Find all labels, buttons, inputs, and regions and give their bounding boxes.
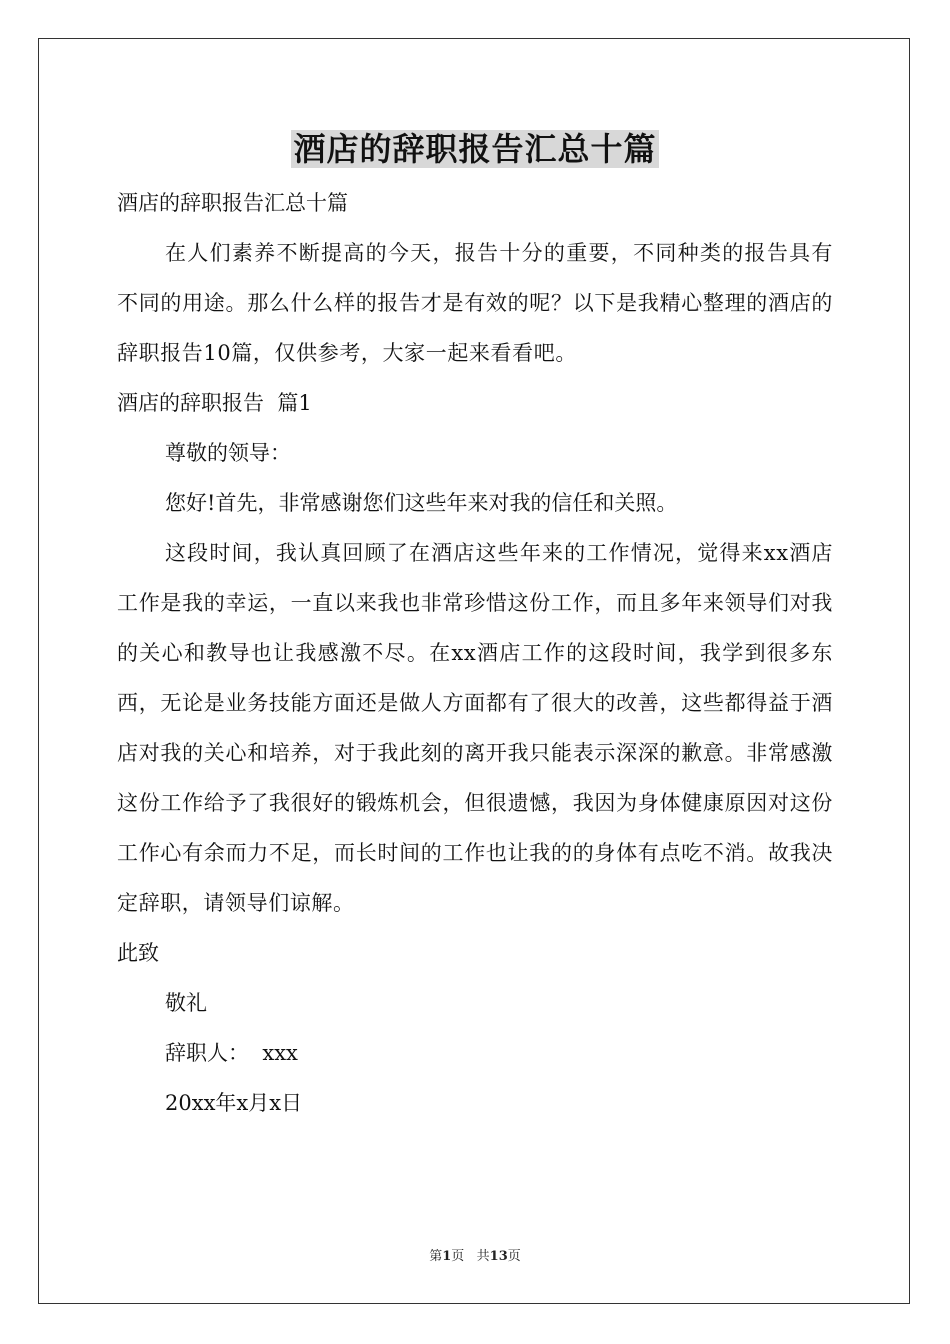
closing: 此致 — [117, 941, 159, 965]
greeting-paragraph: 您好!首先，非常感谢您们这些年来对我的信任和关照。 — [165, 491, 678, 515]
body-paragraph: 这段时间，我认真回顾了在酒店这些年来的工作情况，觉得来xx酒店工作是我的幸运，一直以来我也非常珍惜这份工作，而且多年来领导们对我的关心和教导也让我感激不尽。在xx酒店工作的这段时间，我学到很多东西，无论是业务技能方面还是做人方面都有了很大的改善，这些都得益于酒店对我的关心和培养，对于我此刻的离开我只能表示深深的歉意。非常感激这份工作给予了我很好的锻炼机会，但很遗憾，我因为身体健康原因对这份工作心有余而力不足，而长时间的工作也让我的的身体有点吃不消。故我决定辞职，请领导们谅解。 — [117, 541, 833, 915]
page-footer — [0, 1245, 950, 1264]
date: 20xx年x月x日 — [165, 1091, 303, 1115]
document-title — [0, 126, 950, 172]
intro-paragraph: 在人们素养不断提高的今天，报告十分的重要，不同种类的报告具有不同的用途。那么什么样的报告才是有效的呢？以下是我精心整理的酒店的辞职报告10篇，仅供参考，大家一起来看看吧。 — [117, 241, 833, 365]
regards: 敬礼 — [165, 991, 207, 1015]
salutation: 尊敬的领导： — [165, 441, 291, 465]
footer-prefix: 第 — [429, 1249, 443, 1264]
footer-page-current: 1 — [442, 1249, 452, 1264]
footer-mid: 页 共 — [451, 1249, 490, 1264]
signature: 辞职人： xxx — [165, 1041, 298, 1065]
footer-suffix: 页 — [507, 1249, 521, 1264]
section-heading: 酒店的辞职报告 篇1 — [117, 391, 312, 415]
document-title-text: 酒店的辞职报告汇总十篇 — [293, 130, 657, 168]
footer-page-total: 13 — [489, 1249, 508, 1264]
document-subtitle: 酒店的辞职报告汇总十篇 — [117, 191, 348, 215]
document-body — [117, 178, 833, 1128]
